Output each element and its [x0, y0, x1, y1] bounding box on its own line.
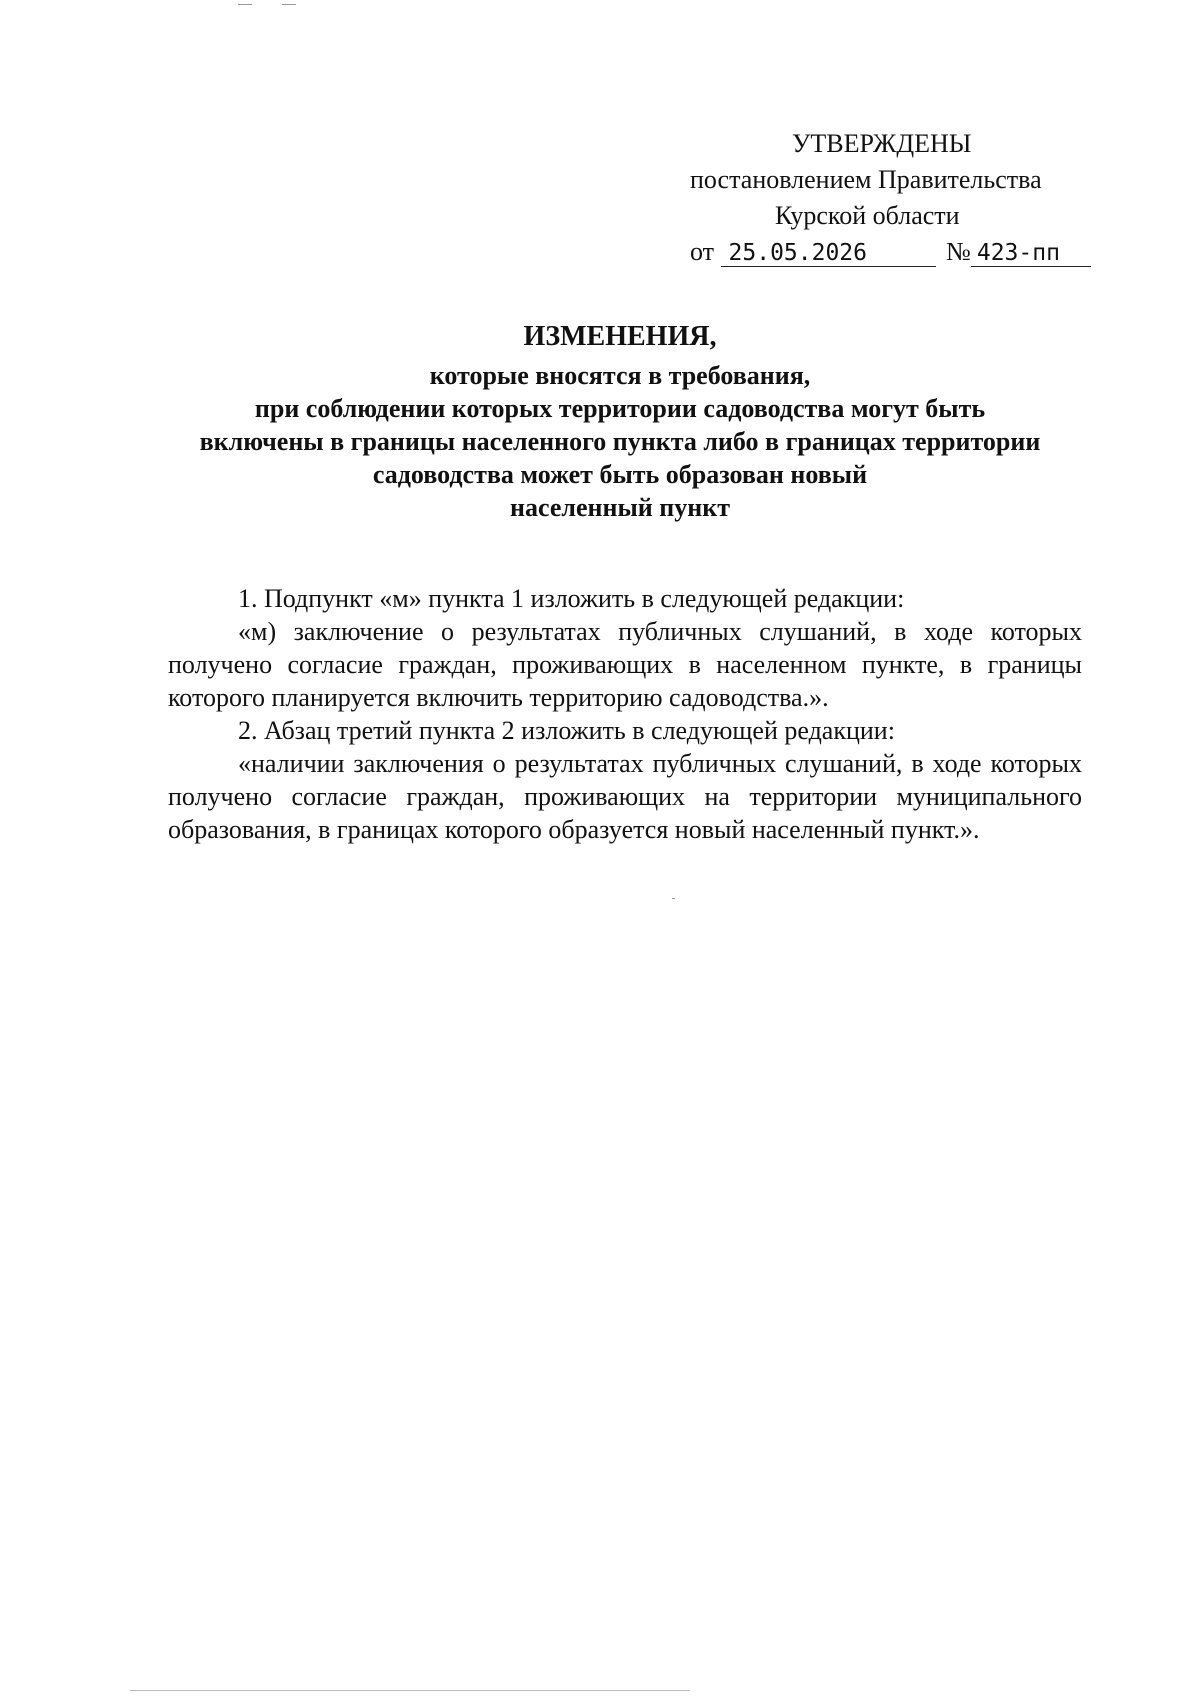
approval-date: 25.05.2026 — [721, 240, 936, 267]
approval-meta — [690, 234, 1090, 270]
approval-region: Курской области — [775, 201, 960, 230]
title-line: населенный пункт — [510, 493, 730, 522]
document-body — [168, 582, 1082, 846]
approval-title: УТВЕРЖДЕНЫ — [792, 129, 972, 158]
document-title — [150, 320, 1090, 524]
number-sign: № — [946, 237, 971, 266]
main-title: ИЗМЕНЕНИЯ, — [523, 321, 717, 352]
paragraph: 2. Абзац третий пункта 2 изложить в следующей редакции: — [238, 716, 895, 745]
title-line: которые вносятся в требования, — [429, 361, 811, 390]
title-line: садоводства может быть образован новый — [372, 460, 868, 489]
title-line: при соблюдении которых территории садоводства могут быть — [254, 394, 986, 423]
approval-number: 423-пп — [971, 240, 1091, 267]
paragraph: 1. Подпункт «м» пункта 1 изложить в следующей редакции: — [238, 584, 905, 613]
scan-mark-bottom — [130, 1690, 690, 1691]
scan-mark-top — [238, 4, 252, 5]
title-line: включены в границы населенного пункта либо в границах территории — [199, 427, 1041, 456]
scan-mark-top — [282, 4, 296, 5]
date-prefix: от — [690, 237, 715, 266]
approval-stamp — [690, 126, 1090, 270]
paragraph: «наличии заключения о результатах публичных слушаний, в ходе которых получено согласие граждан, проживающих на территории муниципального образования, в границах которого образуется новый населенный пункт.». — [168, 749, 1082, 844]
scan-mark-dot — [672, 898, 675, 899]
paragraph: «м) заключение о результатах публичных слушаний, в ходе которых получено согласие граждан, проживающих в населенном пункте, в границы которого планируется включить территорию садоводства.». — [168, 617, 1082, 712]
approval-issuer: постановлением Правительства — [690, 165, 1042, 194]
